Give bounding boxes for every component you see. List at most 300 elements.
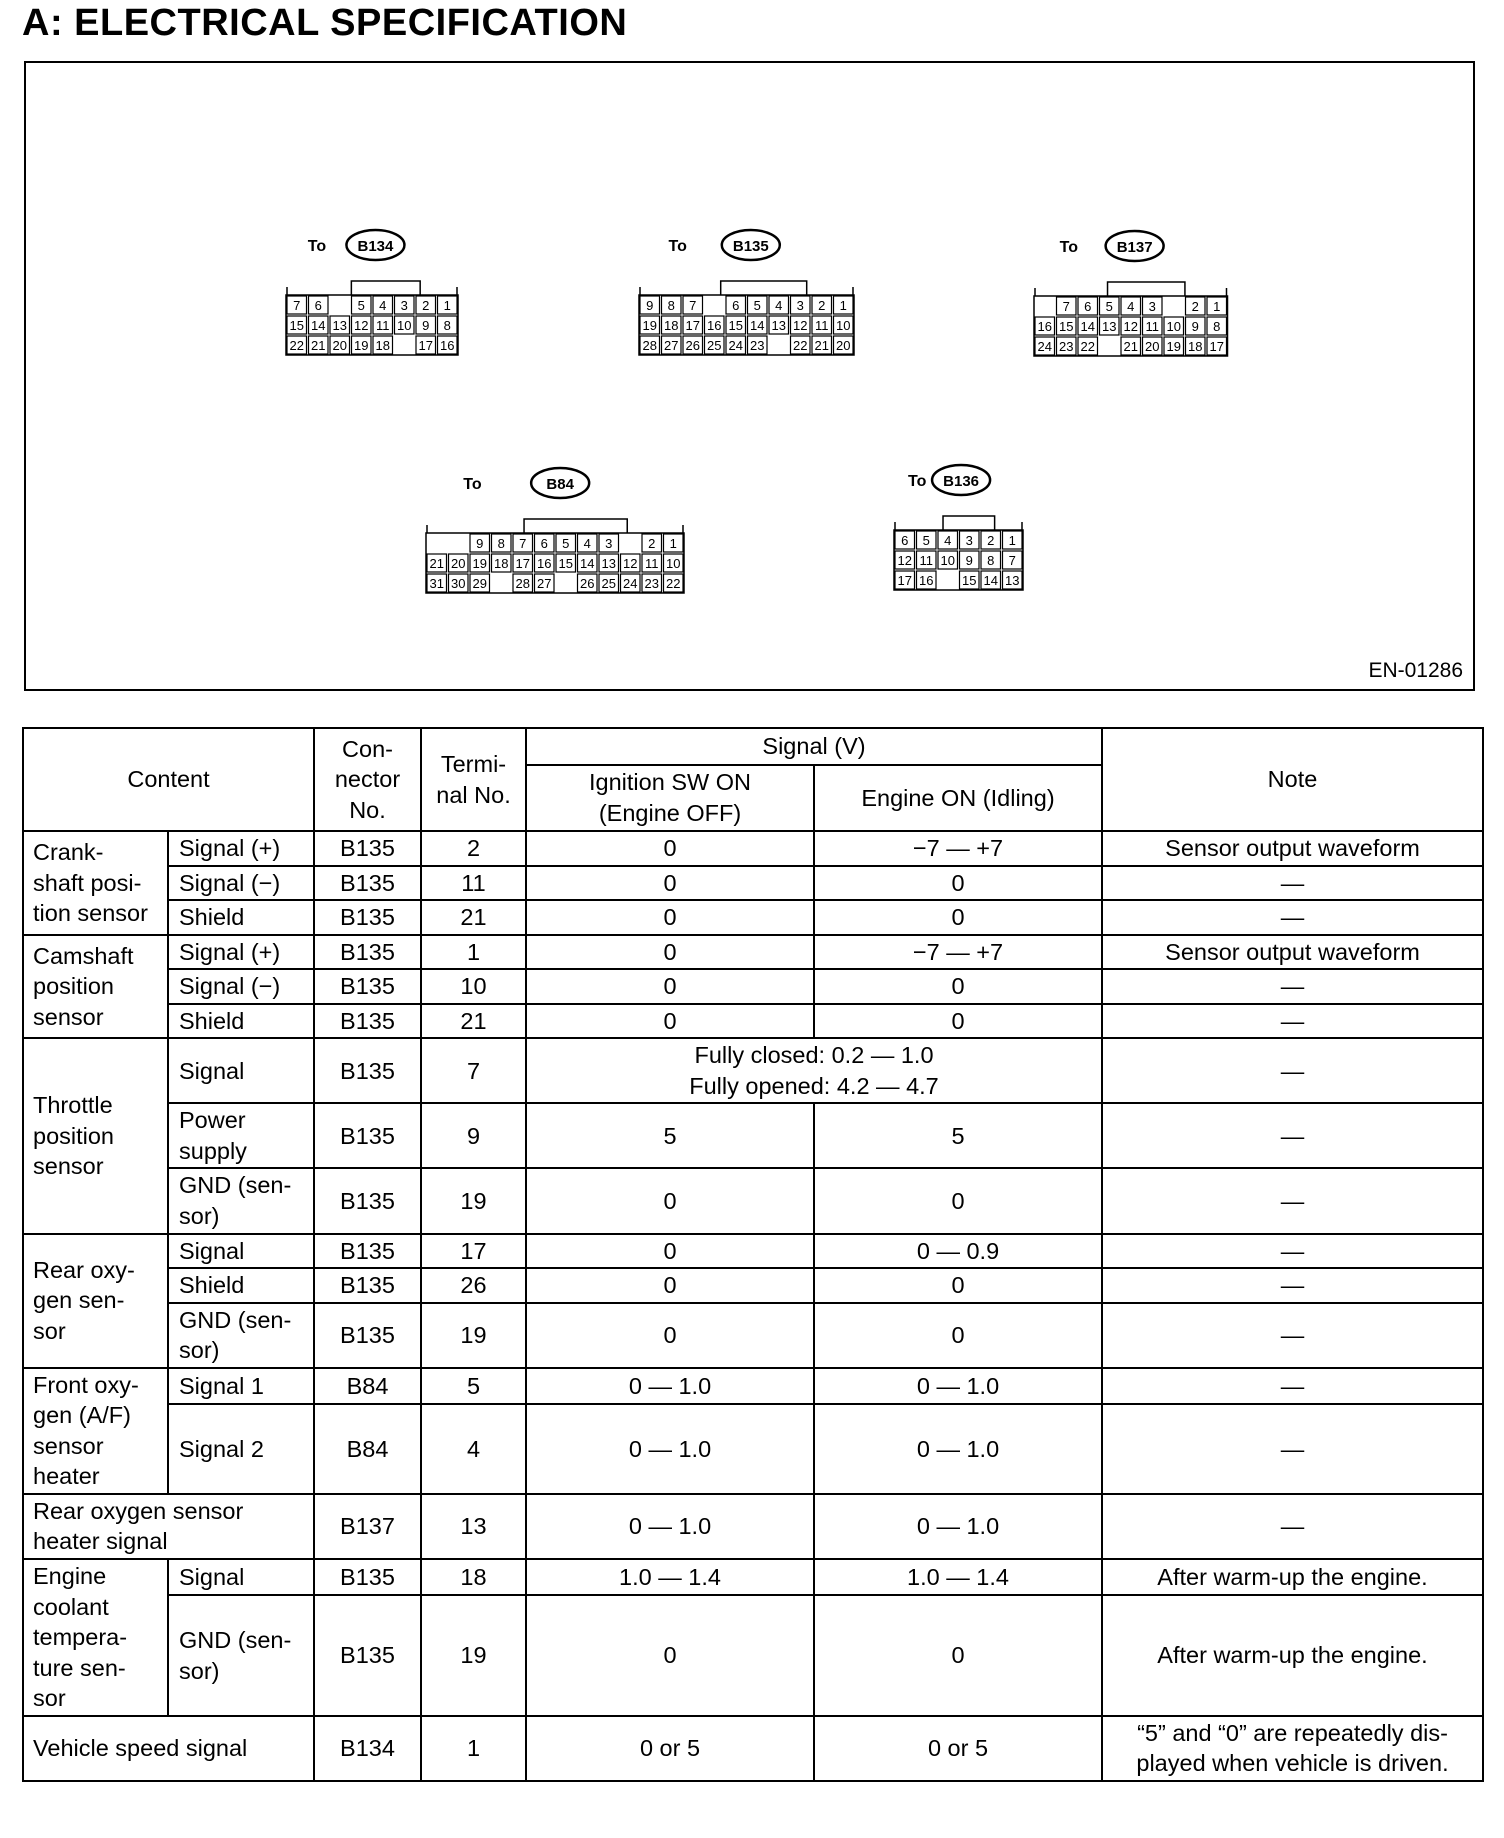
connector-id-label: B135 [732, 238, 769, 255]
terminal-cell-text: 18 [460, 1563, 487, 1590]
item-cell-text: GND (sen- sor) [179, 1306, 292, 1364]
connector-pin-number: 16 [919, 573, 934, 588]
connector-to-label: To [1059, 239, 1079, 256]
connector-pin-number: 4 [1127, 299, 1135, 314]
connector-pin-number: 23 [1059, 339, 1074, 354]
ignition-cell-text: 0 [663, 904, 677, 931]
connector-pin-number: 17 [418, 338, 433, 353]
connector-cell-text: B135 [340, 1057, 395, 1084]
table-row [23, 969, 1483, 1004]
connector-pin-number: 6 [1084, 299, 1092, 314]
note-cell-text: — [1280, 973, 1305, 1000]
item-cell [168, 831, 314, 866]
connector-cell-text: B137 [340, 1513, 395, 1540]
connector-pin-number: 19 [354, 338, 369, 353]
note-cell [1102, 969, 1483, 1004]
ignition-cell [526, 1303, 814, 1368]
group-cell-text: Camshaft position sensor [33, 942, 134, 1030]
group-cell [23, 1234, 168, 1368]
connector-cell [314, 1004, 421, 1039]
item-cell [168, 1168, 314, 1233]
connector-pin-number: 5 [562, 536, 570, 551]
engine-cell-text: 1.0 — 1.4 [907, 1563, 1009, 1590]
connector-pin-number: 20 [836, 338, 851, 353]
connector-pin-number: 19 [472, 556, 487, 571]
group-cell [23, 935, 168, 1039]
ignition-cell-text: 0 [663, 869, 677, 896]
item-cell [168, 1368, 314, 1404]
connector-pin-number: 17 [1209, 339, 1224, 354]
connector-lock-tab [1108, 282, 1185, 296]
signal-combined-cell-text: Fully closed: 0.2 — 1.0 Fully opened: 4.2 — 4.7 [689, 1042, 939, 1099]
connector-pin-number: 26 [580, 576, 595, 591]
connector-pin-number: 11 [815, 318, 829, 333]
connector-pin-number: 2 [648, 536, 656, 551]
connector-cell [314, 1716, 421, 1781]
connector-pin-number: 30 [451, 576, 466, 591]
header-note-label: Note [1267, 766, 1318, 793]
connector-pin-number: 26 [685, 338, 700, 353]
connector-b137 [1034, 231, 1228, 356]
note-cell-text: — [1280, 1007, 1305, 1034]
engine-cell [814, 1368, 1102, 1404]
terminal-cell [421, 1368, 526, 1404]
connector-pin-number: 1 [1008, 533, 1016, 548]
connector-pin-number: 12 [1123, 319, 1138, 334]
connector-cell [314, 1595, 421, 1716]
table-row [23, 1038, 1483, 1103]
note-cell-text: Sensor output waveform [1165, 938, 1420, 965]
engine-cell [814, 935, 1102, 970]
connector-cell-text: B135 [340, 1321, 395, 1348]
connector-pin-number: 12 [897, 553, 912, 568]
engine-cell [814, 1595, 1102, 1716]
terminal-cell [421, 1559, 526, 1595]
item-cell-text: Shield [179, 1272, 245, 1299]
ignition-cell [526, 1559, 814, 1595]
note-cell [1102, 1559, 1483, 1595]
connector-cell [314, 1404, 421, 1494]
ignition-cell-text: 0 — 1.0 [628, 1372, 712, 1399]
connector-cell [314, 1494, 421, 1559]
note-cell [1102, 1234, 1483, 1269]
ignition-cell [526, 969, 814, 1004]
connector-pin-number: 9 [476, 536, 484, 551]
note-cell-text: After warm-up the engine. [1157, 1563, 1428, 1590]
engine-cell [814, 900, 1102, 935]
engine-cell-text: 0 — 1.0 [916, 1435, 1000, 1462]
item-cell [168, 1234, 314, 1269]
connector-pin-number: 18 [1188, 339, 1203, 354]
connector-cell-text: B135 [340, 1007, 395, 1034]
connector-cell-text: B84 [346, 1372, 389, 1399]
connector-pin-number: 15 [728, 318, 743, 333]
group-cell [23, 831, 168, 935]
header-signal-label: Signal (V) [762, 733, 866, 760]
connector-pin-number: 11 [376, 318, 390, 333]
connector-pin-number: 28 [642, 338, 657, 353]
item-cell-text: GND (sen- sor) [179, 1626, 292, 1684]
note-cell-text: — [1280, 1122, 1305, 1149]
engine-cell [814, 1404, 1102, 1494]
note-cell [1102, 1038, 1483, 1103]
note-cell-text: “5” and “0” are repeatedly dis- played when vehicle is driven. [1136, 1719, 1449, 1777]
connector-pin-number: 1 [443, 298, 451, 313]
connector-pin-number: 6 [540, 536, 548, 551]
connector-pin-number: 10 [666, 556, 681, 571]
note-cell [1102, 900, 1483, 935]
connector-pin-number: 31 [429, 576, 444, 591]
terminal-cell [421, 1303, 526, 1368]
connector-pin-number: 15 [289, 318, 304, 333]
terminal-cell-text: 9 [466, 1122, 481, 1149]
connector-cell-text: B135 [340, 1563, 395, 1590]
ignition-cell [526, 900, 814, 935]
connector-cell-text: B135 [340, 1272, 395, 1299]
terminal-cell [421, 1716, 526, 1781]
group-cell-text: Throttle position sensor [33, 1092, 114, 1180]
ignition-cell-text: 0 [663, 1237, 677, 1264]
connector-pin-number: 7 [519, 536, 527, 551]
connector-b134 [286, 230, 458, 355]
connector-pin-number: 12 [354, 318, 369, 333]
ignition-cell [526, 831, 814, 866]
terminal-cell [421, 1038, 526, 1103]
note-cell-text: — [1280, 1057, 1305, 1084]
connector-pin-number: 8 [987, 553, 995, 568]
ignition-cell [526, 1368, 814, 1404]
connector-pin-number: 10 [940, 553, 955, 568]
group-cell [23, 1368, 168, 1494]
engine-cell-text: 5 [951, 1122, 965, 1149]
terminal-cell-text: 19 [460, 1321, 487, 1348]
connector-pin-number: 17 [897, 573, 912, 588]
connector-pin-number: 2 [422, 298, 430, 313]
connector-pin-number: 22 [289, 338, 304, 353]
connector-pin-number: 16 [1037, 319, 1052, 334]
connector-pin-number: 3 [605, 536, 613, 551]
connector-pin-number: 20 [332, 338, 347, 353]
connector-pin-number: 13 [601, 556, 616, 571]
connector-pin-number: 4 [583, 536, 591, 551]
connector-pin-number: 7 [689, 298, 697, 313]
connector-pin-number: 4 [379, 298, 387, 313]
group-cell [23, 1038, 168, 1233]
connector-cell [314, 969, 421, 1004]
note-cell-text: — [1280, 1321, 1305, 1348]
terminal-cell [421, 1268, 526, 1303]
header-content [23, 728, 314, 831]
connector-to-label: To [307, 238, 327, 255]
ignition-cell [526, 1494, 814, 1559]
connector-pin-number: 8 [667, 298, 675, 313]
content-cell [23, 1494, 314, 1559]
connector-pin-number: 12 [793, 318, 808, 333]
terminal-cell-text: 2 [466, 835, 481, 861]
ignition-cell [526, 1268, 814, 1303]
engine-cell [814, 969, 1102, 1004]
connector-pin-number: 8 [443, 318, 451, 333]
note-cell-text: — [1280, 1187, 1305, 1214]
connector-pin-number: 14 [580, 556, 595, 571]
ignition-cell-text: 0 [663, 1321, 677, 1348]
connector-pin-number: 25 [601, 576, 616, 591]
connector-pin-number: 20 [1145, 339, 1160, 354]
connector-pin-number: 11 [1145, 319, 1159, 334]
connector-pin-number: 18 [375, 338, 390, 353]
connector-pin-number: 1 [839, 298, 847, 313]
connector-pin-number: 16 [440, 338, 455, 353]
table-row [23, 866, 1483, 901]
connector-pin-number: 29 [472, 576, 487, 591]
header-ignition-label: Ignition SW ON (Engine OFF) [589, 769, 751, 826]
connector-pin-number: 15 [1059, 319, 1074, 334]
connector-pin-number: 3 [400, 298, 408, 313]
header-terminal-label: Termi- nal No. [436, 750, 511, 808]
connector-pin-number: 19 [1166, 339, 1181, 354]
connector-pin-number: 10 [836, 318, 851, 333]
note-cell [1102, 831, 1483, 866]
item-cell-text: Shield [179, 1007, 245, 1034]
item-cell-text: Power supply [179, 1107, 247, 1164]
connector-cell-text: B135 [340, 1237, 395, 1264]
terminal-cell-text: 1 [466, 1735, 481, 1762]
connector-pin-number: 9 [422, 318, 430, 333]
connector-cell-text: B135 [340, 1122, 395, 1149]
connector-pin-number: 6 [314, 298, 322, 313]
item-cell [168, 1404, 314, 1494]
ignition-cell [526, 866, 814, 901]
terminal-cell-text: 19 [460, 1642, 487, 1669]
engine-cell-text: 0 — 1.0 [916, 1513, 1000, 1540]
item-cell-text: Signal [179, 1237, 245, 1264]
ignition-cell [526, 1168, 814, 1233]
connector-lock-tab [943, 516, 995, 530]
ignition-cell [526, 935, 814, 970]
header-connector-label: Con- nector No. [334, 735, 401, 823]
item-cell [168, 900, 314, 935]
connector-pin-number: 21 [311, 338, 326, 353]
item-cell [168, 1268, 314, 1303]
table-row [23, 1716, 1483, 1781]
header-engine [814, 765, 1102, 831]
ignition-cell-text: 0 [663, 1187, 677, 1214]
item-cell-text: Signal (+) [179, 835, 281, 861]
terminal-cell-text: 13 [460, 1513, 487, 1540]
table-row [23, 831, 1483, 866]
connector-pin-number: 17 [685, 318, 700, 333]
connector-pin-number: 18 [494, 556, 509, 571]
connector-pin-number: 15 [558, 556, 573, 571]
connector-pin-number: 3 [1148, 299, 1156, 314]
connector-id-label: B84 [546, 476, 574, 493]
connector-to-label: To [668, 238, 687, 255]
engine-cell [814, 1303, 1102, 1368]
header-signal [526, 728, 1102, 765]
item-cell [168, 935, 314, 970]
connector-to-label: To [463, 476, 482, 493]
terminal-cell-text: 10 [460, 973, 487, 1000]
engine-cell-text: 0 [951, 973, 965, 1000]
item-cell [168, 1004, 314, 1039]
group-cell-text: Engine coolant tempera- ture sen- sor [33, 1563, 128, 1712]
ignition-cell [526, 1234, 814, 1269]
engine-cell [814, 1716, 1102, 1781]
terminal-cell-text: 26 [460, 1272, 487, 1299]
terminal-cell-text: 21 [460, 904, 487, 931]
note-cell [1102, 866, 1483, 901]
connector-b84 [426, 468, 684, 593]
terminal-cell-text: 4 [466, 1435, 481, 1462]
header-engine-label: Engine ON (Idling) [861, 784, 1055, 811]
connector-pin-number: 6 [732, 298, 740, 313]
connector-pin-number: 1 [669, 536, 677, 551]
terminal-cell-text: 11 [461, 869, 486, 896]
table-row [23, 900, 1483, 935]
connector-pin-number: 14 [1080, 319, 1095, 334]
header-terminal [421, 728, 526, 831]
terminal-cell [421, 1004, 526, 1039]
table-row [23, 1004, 1483, 1039]
note-cell-text: — [1280, 869, 1305, 896]
note-cell [1102, 1268, 1483, 1303]
ignition-cell-text: 0 [663, 1007, 677, 1034]
terminal-cell-text: 1 [466, 938, 481, 965]
engine-cell [814, 866, 1102, 901]
terminal-cell [421, 935, 526, 970]
connector-pin-number: 28 [515, 576, 530, 591]
terminal-cell-text: 21 [460, 1007, 487, 1034]
connector-cell-text: B135 [340, 1187, 395, 1214]
connector-pin-number: 27 [664, 338, 679, 353]
connector-lock-tab [351, 281, 420, 295]
table-row [23, 1234, 1483, 1269]
engine-cell-text: 0 or 5 [927, 1735, 989, 1762]
ignition-cell-text: 0 [663, 1272, 677, 1299]
header-content-label: Content [127, 766, 210, 793]
note-cell [1102, 1716, 1483, 1781]
group-cell-text: Rear oxy- gen sen- sor [33, 1256, 135, 1344]
connector-pin-number: 22 [1080, 339, 1095, 354]
terminal-cell [421, 1595, 526, 1716]
note-cell-text: — [1280, 1372, 1305, 1399]
connector-pin-number: 13 [332, 318, 347, 333]
connector-pin-number: 10 [397, 318, 412, 333]
ignition-cell-text: 5 [663, 1122, 677, 1149]
engine-cell-text: 0 [951, 1642, 965, 1669]
connector-pin-number: 24 [1037, 339, 1052, 354]
item-cell [168, 1038, 314, 1103]
group-cell [23, 1559, 168, 1716]
terminal-cell [421, 1168, 526, 1233]
connector-id-label: B134 [357, 238, 394, 255]
item-cell [168, 969, 314, 1004]
header-connector [314, 728, 421, 831]
connector-to-label: To [908, 473, 927, 490]
connector-lock-tab [524, 519, 627, 533]
figure-code: EN-01286 [1368, 659, 1463, 682]
connector-pin-number: 10 [1166, 319, 1181, 334]
engine-cell [814, 1234, 1102, 1269]
table-row [23, 1494, 1483, 1559]
ignition-cell [526, 1404, 814, 1494]
ignition-cell-text: 0 [663, 1642, 677, 1669]
ignition-cell-text: 0 — 1.0 [628, 1513, 712, 1540]
engine-cell-text: 0 — 1.0 [916, 1372, 1000, 1399]
table-row [23, 1404, 1483, 1494]
item-cell [168, 1559, 314, 1595]
engine-cell-text: 0 [951, 1321, 965, 1348]
item-cell [168, 1303, 314, 1368]
connector-pin-number: 14 [983, 573, 998, 588]
header-ignition [526, 765, 814, 831]
connector-pin-number: 5 [1105, 299, 1113, 314]
group-cell-text: Front oxy- gen (A/F) sensor heater [33, 1371, 139, 1490]
connector-pin-number: 7 [293, 298, 301, 313]
terminal-cell [421, 969, 526, 1004]
connector-pin-number: 13 [771, 318, 786, 333]
terminal-cell [421, 1234, 526, 1269]
engine-cell [814, 1494, 1102, 1559]
connector-cell-text: B135 [340, 1642, 395, 1669]
engine-cell-text: 0 [951, 869, 965, 896]
connector-b135 [639, 230, 854, 355]
electrical-spec-table [22, 727, 1484, 1782]
connector-pin-number: 4 [775, 298, 783, 313]
connector-cell-text: B84 [346, 1435, 389, 1462]
connector-pin-number: 22 [666, 576, 681, 591]
terminal-cell [421, 866, 526, 901]
connector-pin-number: 20 [451, 556, 466, 571]
connector-pin-number: 7 [1008, 553, 1016, 568]
ignition-cell [526, 1004, 814, 1039]
connector-pin-number: 18 [664, 318, 679, 333]
connector-diagram [24, 61, 1475, 691]
note-cell [1102, 1103, 1483, 1168]
connector-cell-text: B134 [340, 1735, 395, 1762]
connector-pin-number: 5 [922, 533, 930, 548]
connector-pin-number: 22 [793, 338, 808, 353]
connector-pin-number: 27 [537, 576, 552, 591]
connector-pin-number: 2 [987, 533, 995, 548]
item-cell-text: Signal [179, 1563, 245, 1590]
table-row [23, 1103, 1483, 1168]
connector-cell [314, 1268, 421, 1303]
connector-cell [314, 831, 421, 866]
ignition-cell-text: 0 [663, 835, 677, 861]
table-row [23, 1595, 1483, 1716]
connector-pin-number: 9 [1191, 319, 1199, 334]
ignition-cell-text: 0 [663, 973, 677, 1000]
connector-pin-number: 17 [515, 556, 530, 571]
note-cell [1102, 1168, 1483, 1233]
connector-cell [314, 1168, 421, 1233]
connector-cell [314, 900, 421, 935]
terminal-cell-text: 17 [460, 1237, 487, 1264]
note-cell-text: — [1280, 1237, 1305, 1264]
engine-cell [814, 831, 1102, 866]
engine-cell [814, 1103, 1102, 1168]
note-cell [1102, 1404, 1483, 1494]
connector-pin-number: 4 [944, 533, 952, 548]
page-title: A: ELECTRICAL SPECIFICATION [22, 2, 628, 44]
connector-pin-number: 24 [728, 338, 743, 353]
connector-cell-text: B135 [340, 835, 395, 861]
engine-cell [814, 1168, 1102, 1233]
terminal-cell-text: 7 [466, 1057, 481, 1084]
engine-cell-text: 0 [951, 1272, 965, 1299]
engine-cell-text: −7 — +7 [912, 938, 1004, 965]
